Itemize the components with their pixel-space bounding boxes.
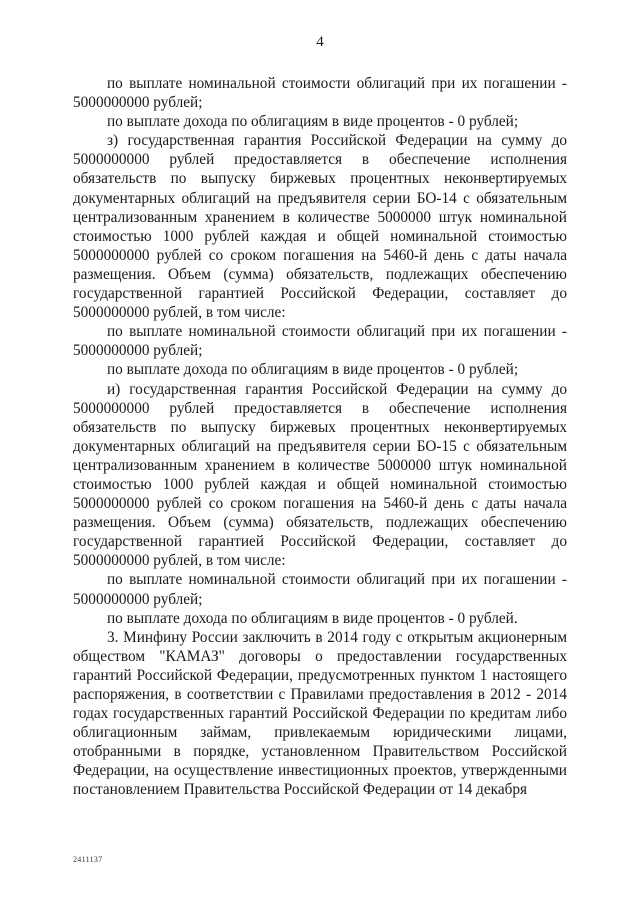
- paragraph: по выплате номинальной стоимости облигаций при их погашении - 5000000000 рублей;: [73, 323, 567, 360]
- page-number: 4: [316, 34, 324, 50]
- paragraph: з) государственная гарантия Российской Федерации на сумму до 5000000000 рублей предоставляется в обеспечение исполнения обязательств по выпуску биржевых процентных неконвертируемых документарных облигаций на предъявителя серии БО-14 с обязательным централизованным хранением в количестве 5000000 штук номинальной стоимостью 1000 рублей каждая и общей номинальной стоимостью 5000000000 рублей со сроком погашения на 5460-й день с даты начала размещения. Объем (сумма) обязательств, подлежащих обеспечению государственной гарантией Российской Федерации, составляет до 5000000000 рублей, в том числе:: [73, 132, 567, 322]
- paragraph: по выплате номинальной стоимости облигаций при их погашении - 5000000000 рублей;: [73, 571, 567, 608]
- paragraph: по выплате дохода по облигациям в виде процентов - 0 рублей.: [107, 609, 518, 627]
- paragraph: по выплате дохода по облигациям в виде процентов - 0 рублей;: [107, 361, 519, 379]
- paragraph: по выплате номинальной стоимости облигаций при их погашении - 5000000000 рублей;: [73, 75, 567, 112]
- paragraph: 3. Минфину России заключить в 2014 году с открытым акционерным обществом "КАМАЗ" договоры о предоставлении государственных гарантий Российской Федерации, предусмотренных пунктом 1 настоящего распоряжения, в соответствии с Правилами предоставления в 2012 - 2014 годах государственных гарантий Российской Федерации по кредитам либо облигационным займам, привлекаемым юридическими лицами, отобранными в порядке, установленном Правительством Российской Федерации, на осуществление инвестиционных проектов, утвержденными постановлением Правительства Российской Федерации от 14 декабря: [73, 628, 567, 799]
- document-body: [73, 74, 567, 800]
- document-code: 2411137: [73, 855, 103, 864]
- paragraph: по выплате дохода по облигациям в виде процентов - 0 рублей;: [107, 113, 519, 131]
- paragraph: и) государственная гарантия Российской Федерации на сумму до 5000000000 рублей предоставляется в обеспечение исполнения обязательств по выпуску биржевых процентных неконвертируемых документарных облигаций на предъявителя серии БО-15 с обязательным централизованным хранением в количестве 5000000 штук номинальной стоимостью 1000 рублей каждая и общей номинальной стоимостью 5000000000 рублей со сроком погашения на 5460-й день с даты начала размещения. Объем (сумма) обязательств, подлежащих обеспечению государственной гарантией Российской Федерации, составляет до 5000000000 рублей, в том числе:: [73, 380, 567, 570]
